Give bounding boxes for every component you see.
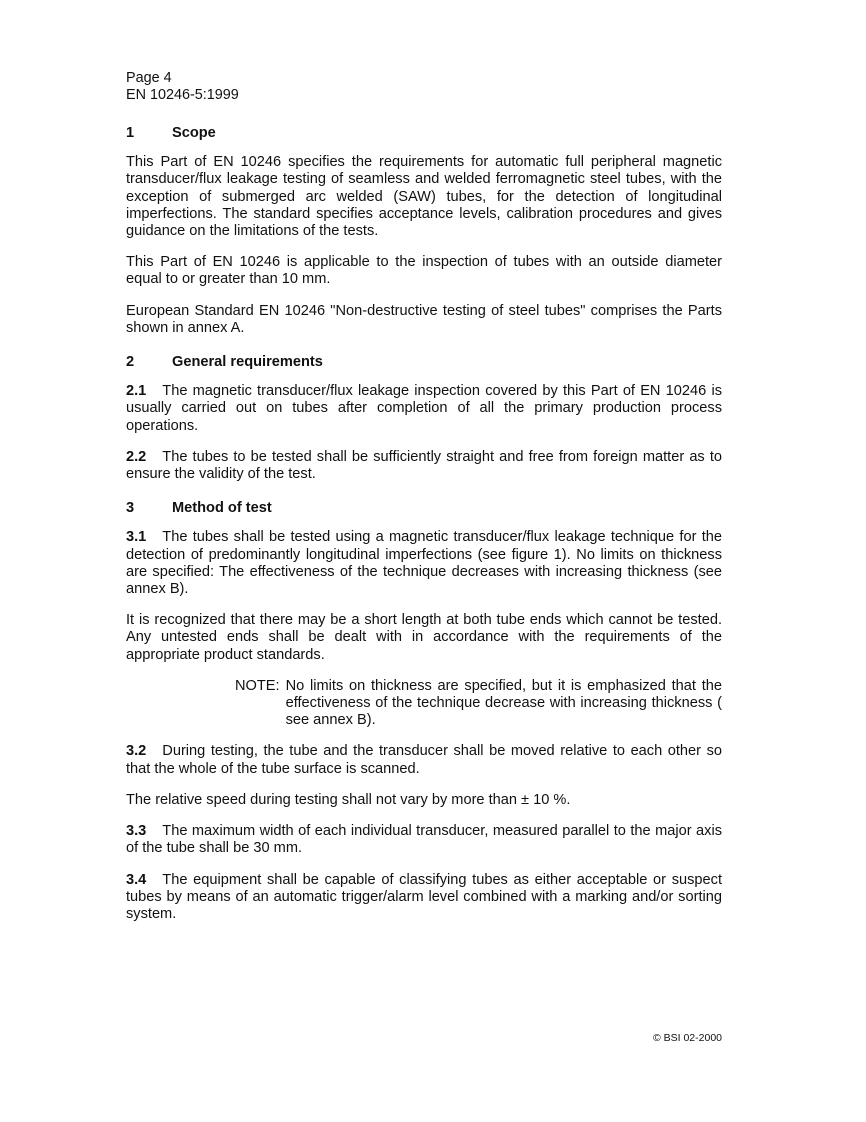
clause-3-2-paragraph-2: The relative speed during testing shall not vary by more than ± 10 %. xyxy=(126,791,571,808)
scope-paragraph-2: This Part of EN 10246 is applicable to the inspection of tubes with an outside diameter equal to or greater than 10 mm. xyxy=(126,254,722,288)
section-number: 3 xyxy=(126,500,135,517)
standard-id: EN 10246-5:1999 xyxy=(126,87,239,103)
section-heading-scope xyxy=(126,125,722,142)
section-title: Scope xyxy=(172,125,216,141)
clause-3-1 xyxy=(126,529,722,598)
note-text: No limits on thickness are specified, but it is emphasized that the effectiveness of the technique decrease with increasing thickness ( see annex B). xyxy=(285,677,722,729)
clause-text: The tubes to be tested shall be sufficiently straight and free from foreign matter as to ensure the validity of the test. xyxy=(126,448,722,483)
clause-text: The tubes shall be tested using a magnetic transducer/flux leakage technique for the detection of predominantly longitudinal imperfections (see figure 1). No limits on thickness are specified: The effectiveness of the technique decreases with increasing thickness (see annex B). xyxy=(126,529,722,598)
footer-copyright: © BSI 02-2000 xyxy=(652,1032,722,1044)
clause-2-2 xyxy=(126,449,722,483)
clause-text: The maximum width of each individual transducer, measured parallel to the major axis of the tube shall be 30 mm. xyxy=(126,823,722,857)
clause-3-3 xyxy=(126,823,722,857)
section-heading-general xyxy=(126,354,722,371)
clause-number: 3.3 xyxy=(126,823,147,840)
section-heading-method xyxy=(126,500,722,517)
clause-text: During testing, the tube and the transducer shall be moved relative to each other so that the whole of the tube surface is scanned. xyxy=(126,743,722,777)
clause-3-2 xyxy=(126,743,722,777)
clause-2-1 xyxy=(126,383,722,435)
section-title: Method of test xyxy=(172,500,272,517)
note-label: NOTE: xyxy=(235,677,280,694)
clause-3-1-paragraph-2: It is recognized that there may be a short length at both tube ends which cannot be tested. Any untested ends shall be dealt with in accordance with the requirements of the appropriate product standards. xyxy=(126,612,722,663)
section-number: 2 xyxy=(126,354,135,371)
section-title: General requirements xyxy=(172,354,323,371)
scope-paragraph-1: This Part of EN 10246 specifies the requirements for automatic full peripheral magnetic transducer/flux leakage testing of seamless and welded ferromagnetic steel tubes, with the exception of submerged arc welded (SAW) tubes, for the detection of longitudinal imperfections. The standard specifies acceptance levels, calibration procedures and gives guidance on the limitations of the tests. xyxy=(126,154,722,240)
clause-number: 3.4 xyxy=(126,871,147,888)
note-block xyxy=(235,678,722,730)
clause-text: The equipment shall be capable of classifying tubes as either acceptable or suspect tubes by means of an automatic trigger/alarm level combined with a marking and/or sorting system. xyxy=(126,871,722,922)
clause-3-4 xyxy=(126,872,722,924)
section-number: 1 xyxy=(126,125,135,141)
document-page xyxy=(126,70,722,923)
clause-text: The magnetic transducer/flux leakage inspection covered by this Part of EN 10246 is usually carried out on tubes after completion of all the primary production process operations. xyxy=(126,383,722,434)
scope-paragraph-3: European Standard EN 10246 "Non-destructive testing of steel tubes" comprises the Parts shown in annex A. xyxy=(126,302,722,336)
page-number: Page 4 xyxy=(126,70,172,86)
clause-number: 2.1 xyxy=(126,383,147,400)
clause-number: 3.1 xyxy=(126,529,147,546)
clause-number: 3.2 xyxy=(126,743,147,760)
clause-number: 2.2 xyxy=(126,448,147,465)
